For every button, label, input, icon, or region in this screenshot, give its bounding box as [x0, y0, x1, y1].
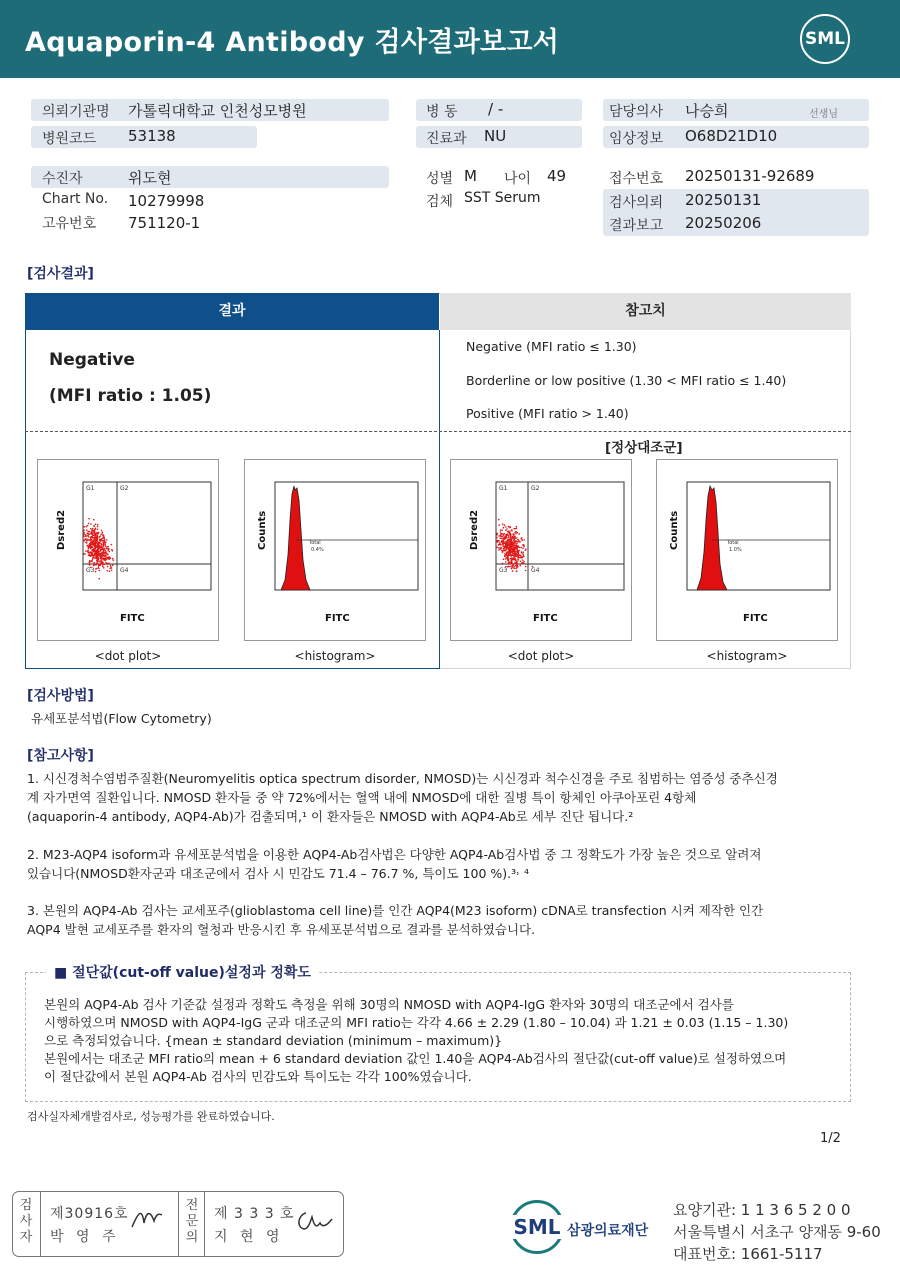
specialist-name: 지 현 영: [214, 1229, 284, 1245]
specimen-label: 검체: [426, 194, 454, 210]
org-phone: 대표번호: 1661-5117: [673, 1245, 823, 1263]
institution-label: 의뢰기관명: [42, 104, 110, 120]
control-label: [정상대조군]: [605, 440, 683, 456]
sml-logo: SML: [800, 14, 850, 64]
result-header: 결과: [25, 293, 439, 330]
control-gate-g3-label: G3: [499, 567, 508, 574]
note-paragraph-2: 2. M23-AQP4 isoform과 유세포분석법을 이용한 AQP4-Ab검사법은 다양한 AQP4-Ab검사법 중 그 정확도가 가장 높은 것으로 알려져 있습니다(NMOSD환자군과 대조군에서 검사 시 민감도 71.4 – 76.7 %, 특이도 100 %).³˒ ⁴: [27, 847, 762, 881]
tester-number: 제30916호: [50, 1206, 129, 1222]
control-hist-caption: <histogram>: [706, 649, 788, 663]
report-label: 결과보고: [609, 218, 664, 234]
cutoff-title: ■ 절단값(cut-off value)설정과 정확도: [46, 962, 319, 982]
control-histogram: [656, 459, 838, 641]
tester-name: 박 영 주: [50, 1229, 120, 1245]
patient-hist-caption: <histogram>: [294, 649, 376, 663]
sex-label: 성별: [426, 171, 454, 187]
request-label: 검사의뢰: [609, 195, 664, 211]
uid-label: 고유번호: [42, 216, 97, 232]
specialist-signature: [294, 1205, 334, 1235]
control-gate-g1-label: G1: [499, 485, 508, 492]
results-section-title: [검사결과]: [27, 266, 94, 282]
institution-code: 요양기관: 1 1 3 6 5 2 0 0: [673, 1201, 851, 1219]
dot-xlabel: FITC: [120, 613, 145, 624]
control-dot-plot: [450, 459, 632, 641]
result-main: Negative: [49, 350, 135, 370]
hospcode-label: 병원코드: [42, 131, 97, 147]
note-paragraph-3: 3. 본원의 AQP4-Ab 검사는 교세포주(glioblastoma cell line)를 인간 AQP4(M23 isoform) cDNA로 transfection 시켜 제작한 인간 AQP4 발현 교세포주를 환자의 혈청과 반응시킨 후 유세포분석법으로 결과를 분석하였습니다.: [27, 903, 764, 937]
tester-label: 검사자: [19, 1198, 33, 1245]
hist-ylabel: Counts: [257, 510, 268, 550]
notes-section-title: [참고사항]: [27, 748, 94, 764]
gate-g4-label: G4: [120, 567, 129, 574]
result-ratio: (MFI ratio : 1.05): [49, 386, 212, 406]
accession-value: 20250131-92689: [685, 167, 815, 185]
report-value: 20250206: [685, 214, 762, 232]
clinical-value: O68D21D10: [685, 127, 778, 145]
sig-divider-1: [40, 1191, 41, 1257]
age-label: 나이: [504, 171, 532, 187]
ward-label: 병 동: [426, 104, 458, 120]
dot-ylabel: Dsred2: [56, 509, 67, 550]
request-value: 20250131: [685, 191, 762, 209]
patient-histogram: [244, 459, 426, 641]
institution-value: 가톨릭대학교 인천성모병원: [128, 102, 307, 120]
name-label: 수진자: [42, 171, 83, 187]
specialist-label: 전문의: [185, 1198, 199, 1245]
patient-dot-caption: <dot plot>: [94, 649, 162, 663]
dashed-divider: [25, 431, 851, 432]
chart-label: Chart No.: [42, 191, 109, 207]
patient-total-label: Total: [309, 540, 321, 546]
validation-note: 검사실자체개발검사로, 성능평가를 완료하였습니다.: [27, 1110, 275, 1123]
doctor-suffix: 선생님: [809, 109, 838, 120]
tester-signature: [128, 1203, 164, 1233]
hospcode-value: 53138: [128, 127, 176, 145]
org-name: 삼광의료재단: [567, 1223, 649, 1239]
page-number: 1/2: [820, 1131, 841, 1146]
chart-value: 10279998: [128, 192, 205, 210]
ref-borderline: Borderline or low positive (1.30 < MFI ratio ≤ 1.40): [466, 373, 787, 388]
sml-bottom-logo: SML: [510, 1200, 564, 1254]
dept-value: NU: [484, 127, 507, 145]
gate-g3-label: G3: [86, 567, 95, 574]
control-total-label: Total: [727, 540, 739, 546]
gate-g2-label: G2: [120, 485, 129, 492]
patient-dot-plot: [37, 459, 219, 641]
control-dot-xlabel: FITC: [533, 613, 558, 624]
patient-total-pct: 0.4%: [311, 547, 324, 553]
cutoff-text: 본원의 AQP4-Ab 검사 기준값 설정과 정확도 측정을 위해 30명의 NMOSD with AQP4-IgG 환자와 30명의 대조군에서 검사를 시행하였으며 NMOSD with AQP4-IgG 군과 대조군의 MFI ratio는 각각 4.66 ± 2.29 (1.80 – 10.04) 과 1.21 ± 0.03 (1.15 – 1.30) 으로 측정되었습니다. {mean ± standard deviation (minimum – maximum)} 본원에서는 대조군 MFI ratio의 mean + 6 standard deviation 값인 1.40을 AQP4-Ab검사의 절단값(cut-off value)로 설정하였으며 이 절단값에서 본원 AQP4-Ab 검사의 민감도와 특이도는 각각 100%였습니다.: [44, 997, 789, 1084]
control-dot-ylabel: Dsred2: [469, 509, 480, 550]
org-address: 서울특별시 서초구 양재동 9-60: [673, 1223, 881, 1241]
control-total-pct: 1.0%: [729, 547, 742, 553]
dept-label: 진료과: [426, 131, 467, 147]
method-section-title: [검사방법]: [27, 688, 94, 704]
age-value: 49: [547, 167, 567, 185]
sex-value: M: [464, 167, 477, 185]
method-text: 유세포분석법(Flow Cytometry): [31, 711, 212, 726]
name-value: 위도현: [128, 169, 172, 187]
doctor-value: 나승희: [685, 102, 729, 120]
control-dot-caption: <dot plot>: [507, 649, 575, 663]
ward-value: / -: [488, 100, 504, 118]
control-gate-g4-label: G4: [531, 567, 540, 574]
gate-g1-label: G1: [86, 485, 95, 492]
control-hist-xlabel: FITC: [743, 613, 768, 624]
name-pill: [31, 166, 389, 188]
ref-negative: Negative (MFI ratio ≤ 1.30): [466, 339, 637, 354]
hist-xlabel: FITC: [325, 613, 350, 624]
specimen-value: SST Serum: [464, 190, 541, 206]
clinical-label: 임상정보: [609, 131, 664, 147]
note-paragraph-1: 1. 시신경척수염범주질환(Neuromyelitis optica spectrum disorder, NMOSD)는 시신경과 척수신경을 주로 침범하는 염증성 중추신경 계 자가면역 질환입니다. NMOSD 환자들 중 약 72%에서는 혈액 내에 NMOSD에 대한 질병 특이 항체인 아쿠아포린 4항체 (aquaporin-4 antibody, AQP4-Ab)가 검출되며,¹ 이 환자들은 NMOSD with AQP4-Ab로 세부 진단 됩니다.²: [27, 771, 778, 824]
control-hist-ylabel: Counts: [669, 510, 680, 550]
specialist-number: 제 3 3 3 호: [214, 1206, 295, 1222]
report-title: Aquaporin-4 Antibody 검사결과보고서: [25, 27, 560, 58]
uid-value: 751120-1: [128, 214, 201, 232]
ref-positive: Positive (MFI ratio > 1.40): [466, 406, 629, 421]
reference-header: 참고치: [440, 293, 851, 330]
control-gate-g2-label: G2: [531, 485, 540, 492]
doctor-label: 담당의사: [609, 104, 664, 120]
accession-label: 접수번호: [609, 171, 664, 187]
